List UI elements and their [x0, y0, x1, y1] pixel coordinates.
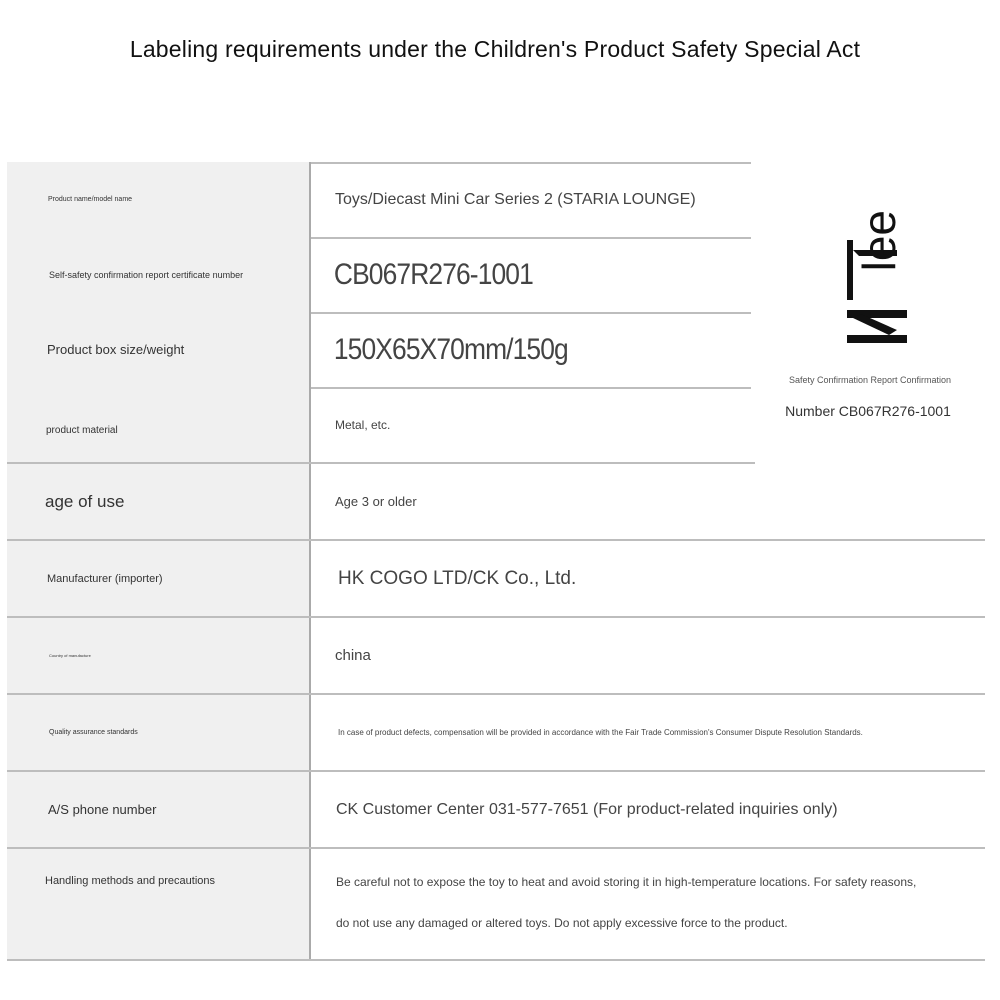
- row-label-product-name: Product name/model name: [7, 162, 311, 237]
- row-value-certificate-number: CB067R276-1001: [333, 257, 533, 291]
- table-row: [7, 772, 985, 849]
- row-value-material: Metal, etc.: [335, 417, 391, 432]
- table-row: [7, 695, 985, 772]
- row-label-age: age of use: [7, 464, 311, 539]
- row-label-quality-standards: Quality assurance standards: [7, 695, 311, 770]
- row-label-box-size: Product box size/weight: [7, 312, 311, 387]
- table-row: [7, 541, 985, 618]
- svg-text:lee: lee: [853, 210, 905, 272]
- row-value-manufacturer: HK COGO LTD/CK Co., Ltd.: [338, 567, 577, 589]
- table-row: [7, 464, 985, 541]
- row-label-material: product material: [7, 387, 311, 462]
- certification-number: Number CB067R276-1001: [785, 403, 951, 419]
- table-row: [7, 618, 985, 695]
- page-title: Labeling requirements under the Children's Product Safety Special Act: [129, 36, 861, 62]
- row-value-country: china: [335, 647, 371, 664]
- row-value-handling: Be careful not to expose the toy to heat and avoid storing it in high-temperature locations. For safety reasons, do not use any damaged or altered toys. Do not apply excessive force to the product.: [336, 875, 917, 930]
- row-value-product-name: Toys/Diecast Mini Car Series 2 (STARIA LOUNGE): [335, 190, 696, 208]
- row-value-as-phone: CK Customer Center 031-577-7651 (For product-related inquiries only): [336, 800, 838, 818]
- certification-caption: Safety Confirmation Report Confirmation: [788, 375, 952, 385]
- row-value-quality-standards: In case of product defects, compensation will be provided in accordance with the Fair Trade Commission's Consumer Dispute Resolution Standards.: [338, 728, 863, 737]
- row-label-handling: Handling methods and precautions: [7, 849, 311, 959]
- row-label-manufacturer: Manufacturer (importer): [7, 541, 311, 616]
- kc-certification-mark-icon: [837, 190, 907, 350]
- certification-panel: [755, 170, 985, 465]
- table-row: [7, 849, 985, 961]
- row-label-as-phone: A/S phone number: [7, 772, 311, 847]
- row-value-box-size: 150X65X70mm/150g: [333, 332, 568, 366]
- row-value-age: Age 3 or older: [335, 494, 417, 509]
- row-label-certificate-number: Self-safety confirmation report certificate number: [7, 237, 311, 312]
- row-label-country: Country of manufacture: [7, 618, 311, 693]
